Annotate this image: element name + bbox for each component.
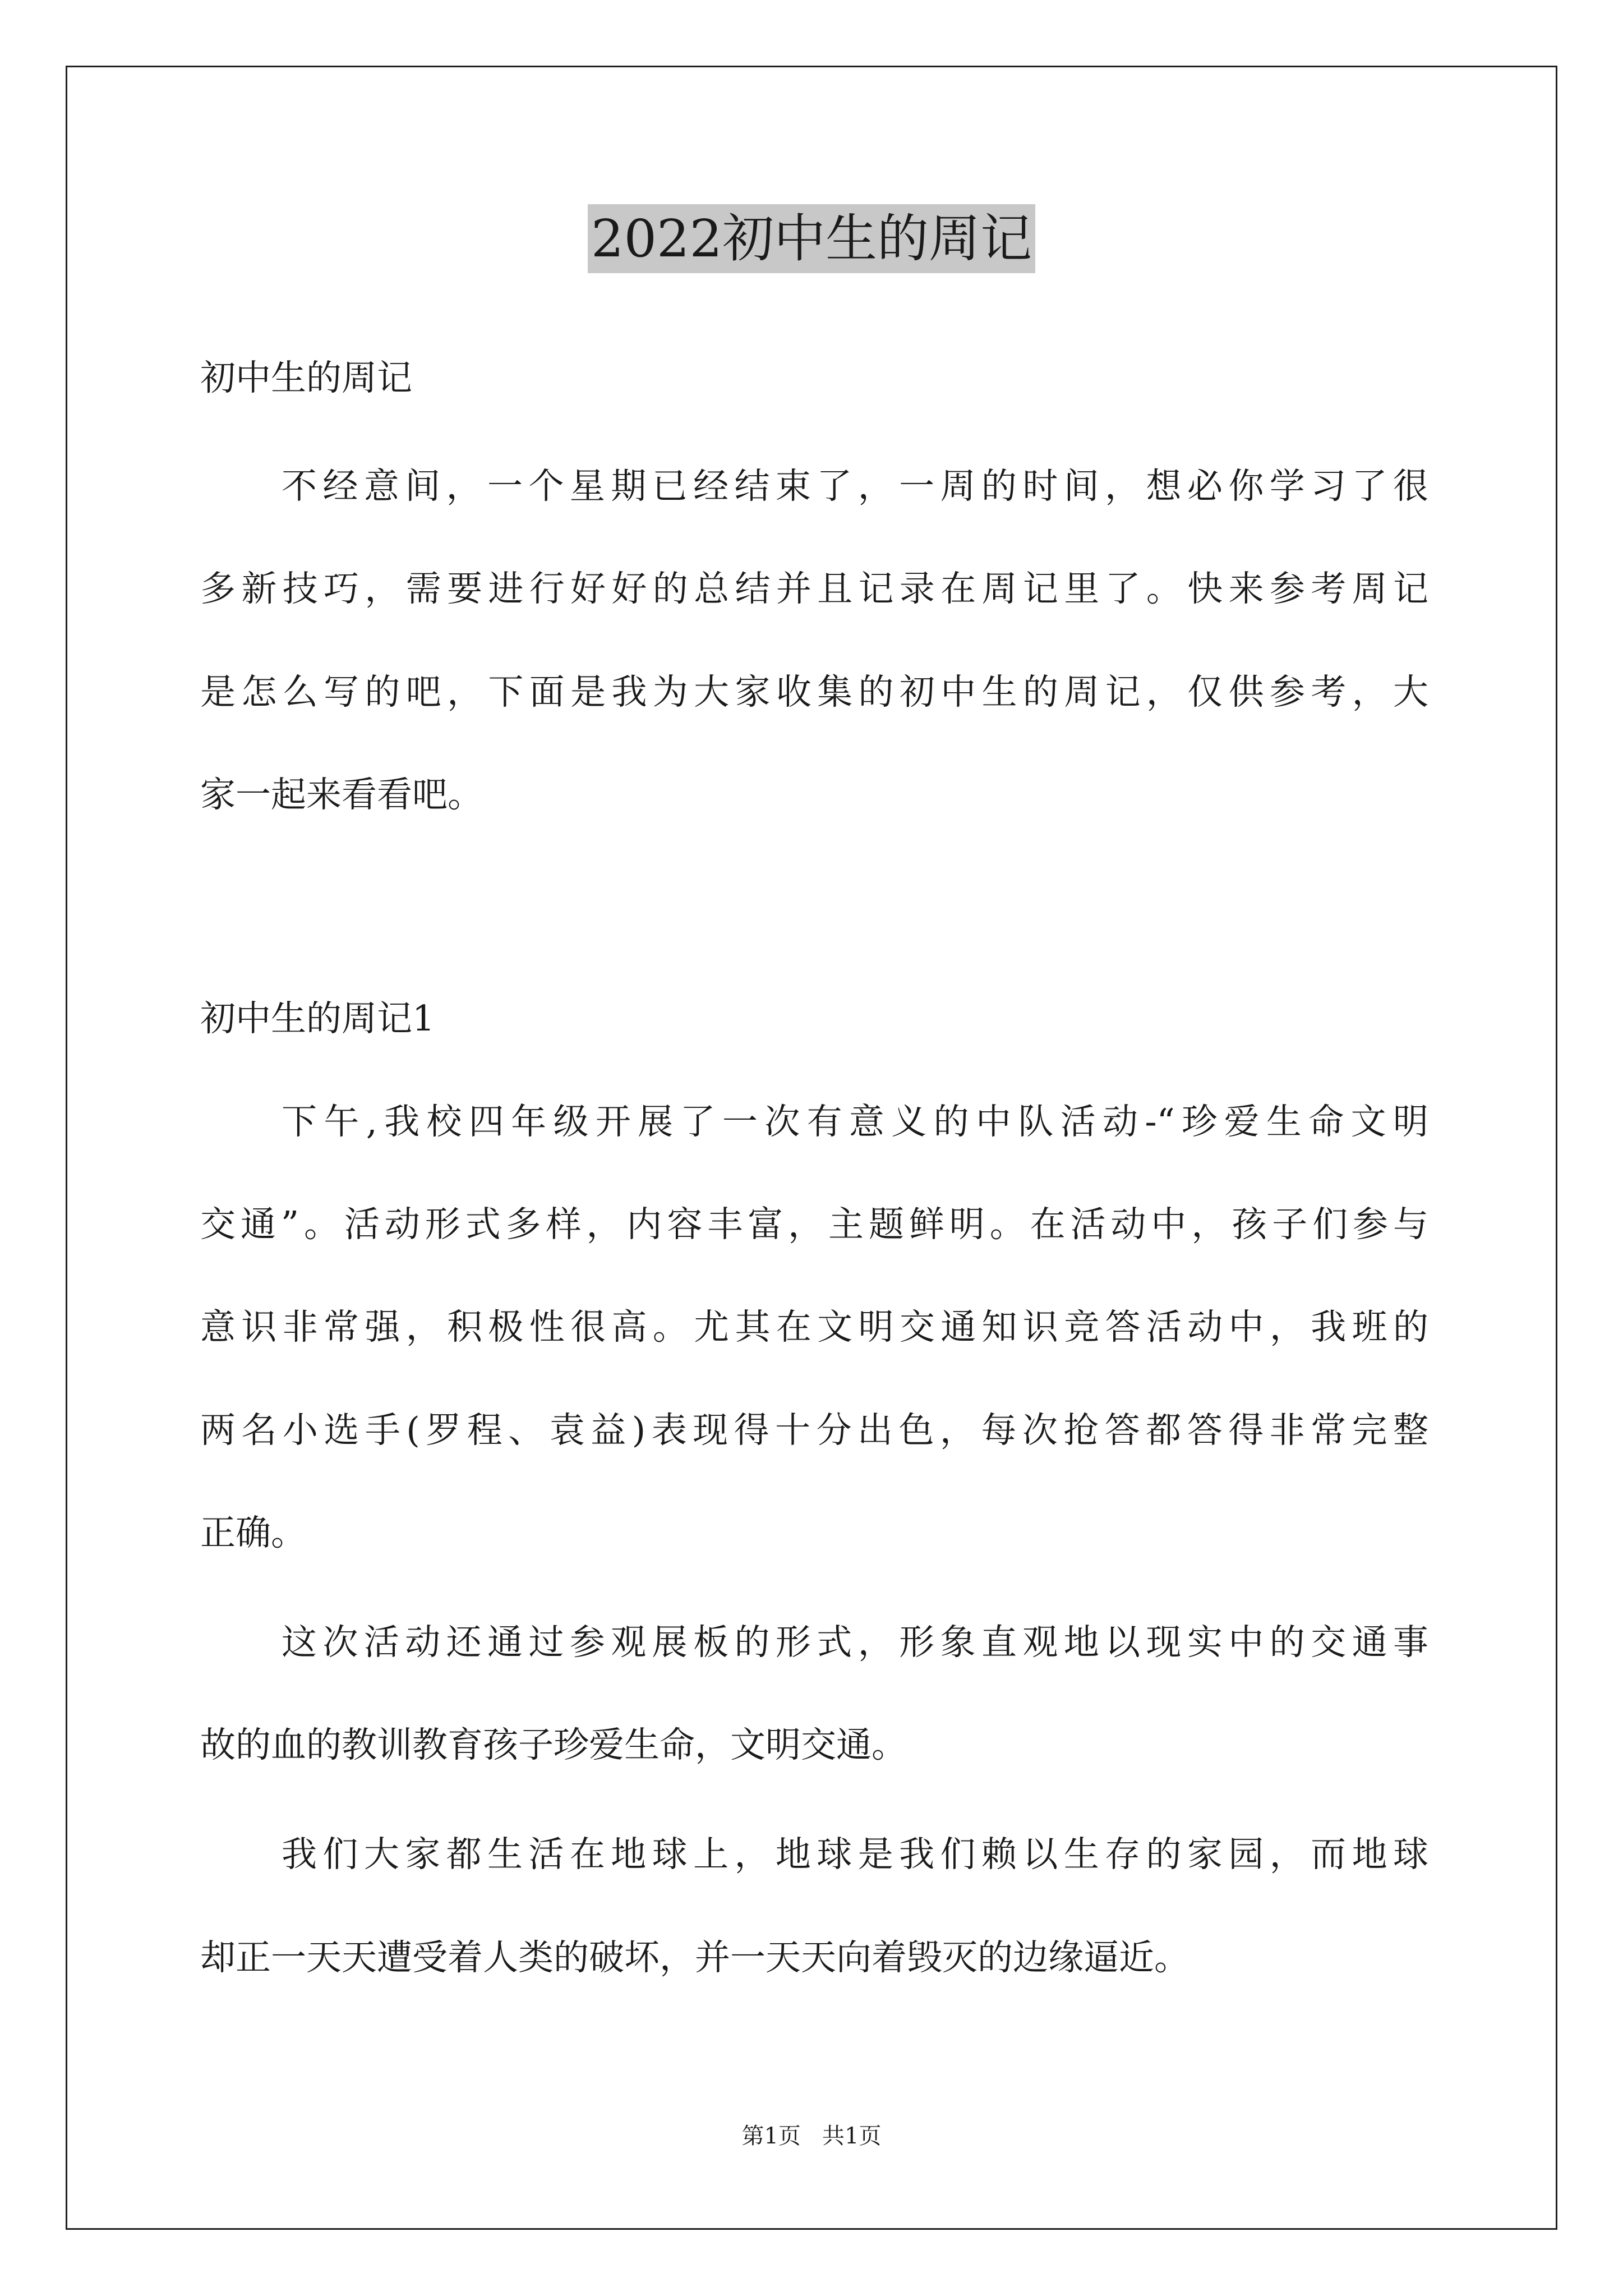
intro-line-1: 不经意间，一个星期已经结束了，一周的时间，想必你学习了很	[282, 466, 1428, 507]
para1-line-3: 意识非常强，积极性很高。尤其在文明交通知识竞答活动中，我班的	[200, 1306, 1428, 1347]
para2-line-2: 故的血的教训教育孩子珍爱生命，文明交通。	[200, 1724, 907, 1765]
intro-line-3: 是怎么写的吧，下面是我为大家收集的初中生的周记，仅供参考，大	[200, 671, 1428, 712]
section-heading: 初中生的周记1	[200, 998, 435, 1039]
para1-line-4: 两名小选手(罗程、袁益)表现得十分出色，每次抢答都答得非常完整	[200, 1410, 1428, 1451]
page-footer: 第1页 共1页	[741, 2123, 882, 2149]
para1-line-5: 正确。	[200, 1512, 306, 1553]
subtitle: 初中生的周记	[200, 357, 412, 398]
document-title-text: 2022初中生的周记	[588, 204, 1035, 273]
intro-line-4: 家一起来看看吧。	[200, 774, 483, 815]
document-title	[0, 205, 1623, 273]
para1-line-2: 交通”。活动形式多样，内容丰富，主题鲜明。在活动中，孩子们参与	[200, 1204, 1428, 1245]
para2-line-1: 这次活动还通过参观展板的形式，形象直观地以现实中的交通事	[282, 1622, 1428, 1663]
para3-line-1: 我们大家都生活在地球上，地球是我们赖以生存的家园，而地球	[282, 1834, 1428, 1875]
para1-line-1: 下午,我校四年级开展了一次有意义的中队活动-“珍爱生命文明	[282, 1101, 1428, 1142]
para3-line-2: 却正一天天遭受着人类的破坏，并一天天向着毁灭的边缘逼近。	[200, 1937, 1189, 1978]
intro-line-2: 多新技巧，需要进行好好的总结并且记录在周记里了。快来参考周记	[200, 568, 1428, 609]
